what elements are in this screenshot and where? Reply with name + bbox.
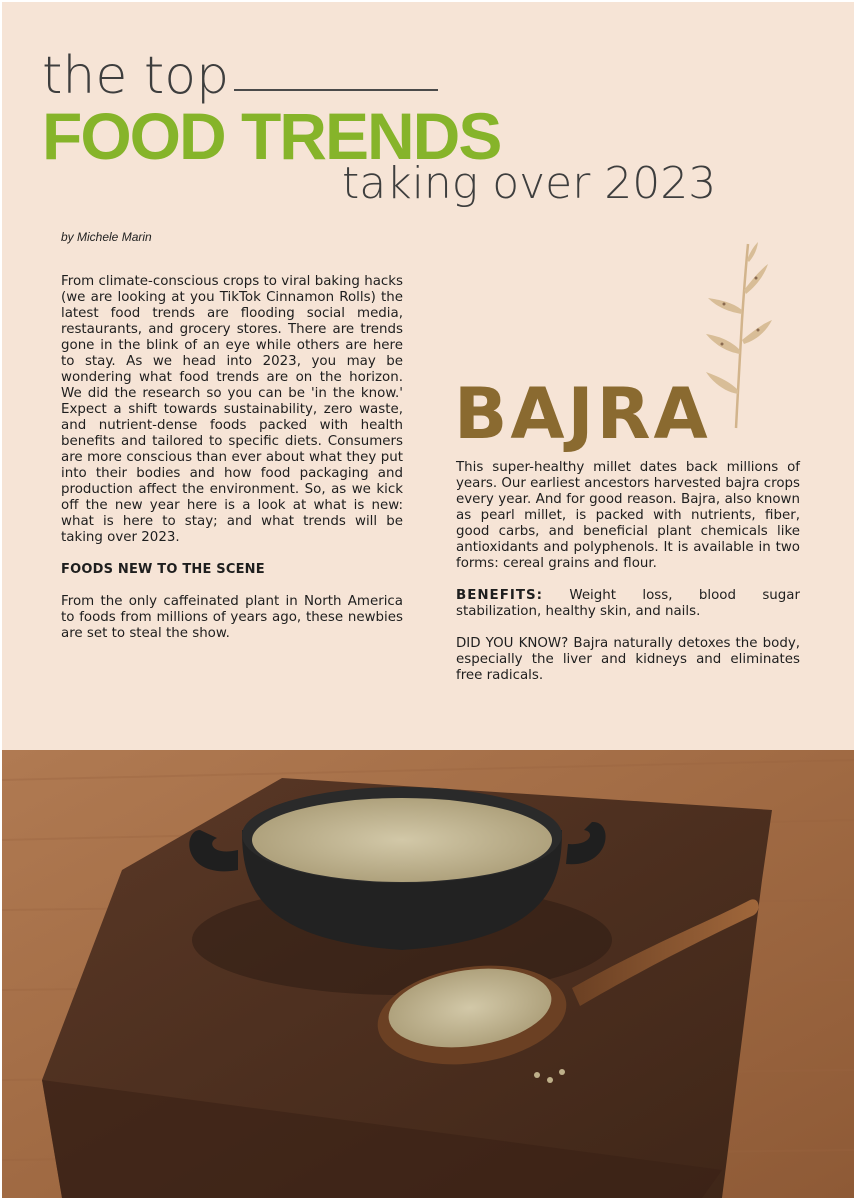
left-column [61,274,403,642]
benefits-paragraph [456,588,800,620]
title-line-3: taking over 2023 [342,158,717,209]
magazine-page [2,2,854,1198]
benefits-text: Weight loss, blood sugar stabilization, healthy skin, and nails. [456,588,800,619]
intro-paragraph: From climate-conscious crops to viral baking hacks (we are looking at you TikTok Cinnamon Rolls) the latest food trends are flooding social media, restaurants, and grocery stores. There are trends gone in the blink of an eye while others are here to stay. As we head into 2023, you may be wondering what food trends are on the horizon. We did the research so you can be 'in the know.' Expect a shift towards sustainability, zero waste, and nutrient-dense foods packed with health benefits and tailored to specific diets. Consumers are more conscious than ever about what they put into their bodies and how food packaging and production affect the environment. So, as we kick off the new year here is a look at what is new: what is here to stay; and what trends will be taking over 2023. [61,274,403,545]
section-text: From the only caffeinated plant in North America to foods from millions of years ago, these newbies are set to steal the show. [61,594,403,641]
byline: by Michele Marin [61,230,152,244]
millet-sprig-icon [702,240,782,430]
millet-photo [2,750,854,1198]
bajra-title: BAJRA [454,373,711,455]
did-you-know: DID YOU KNOW? Bajra naturally detoxes the body, especially the liver and kidneys and eliminates free radicals. [456,636,800,683]
bajra-description: This super-healthy millet dates back millions of years. Our earliest ancestors harvested bajra crops every year. And for good reason. Bajra, also known as pearl millet, is packed with nutrients, fiber, good carbs, and beneficial plant chemicals like antioxidants and polyphenols. It is available in two forms: cereal grains and flour. [456,460,800,571]
right-column [456,460,800,684]
benefits-label: BENEFITS: [456,588,543,603]
title-rule [234,89,438,91]
title-line-1: the top [42,46,230,106]
title-line-2: FOOD TRENDS [42,99,501,173]
section-heading: FOODS NEW TO THE SCENE [61,562,265,577]
